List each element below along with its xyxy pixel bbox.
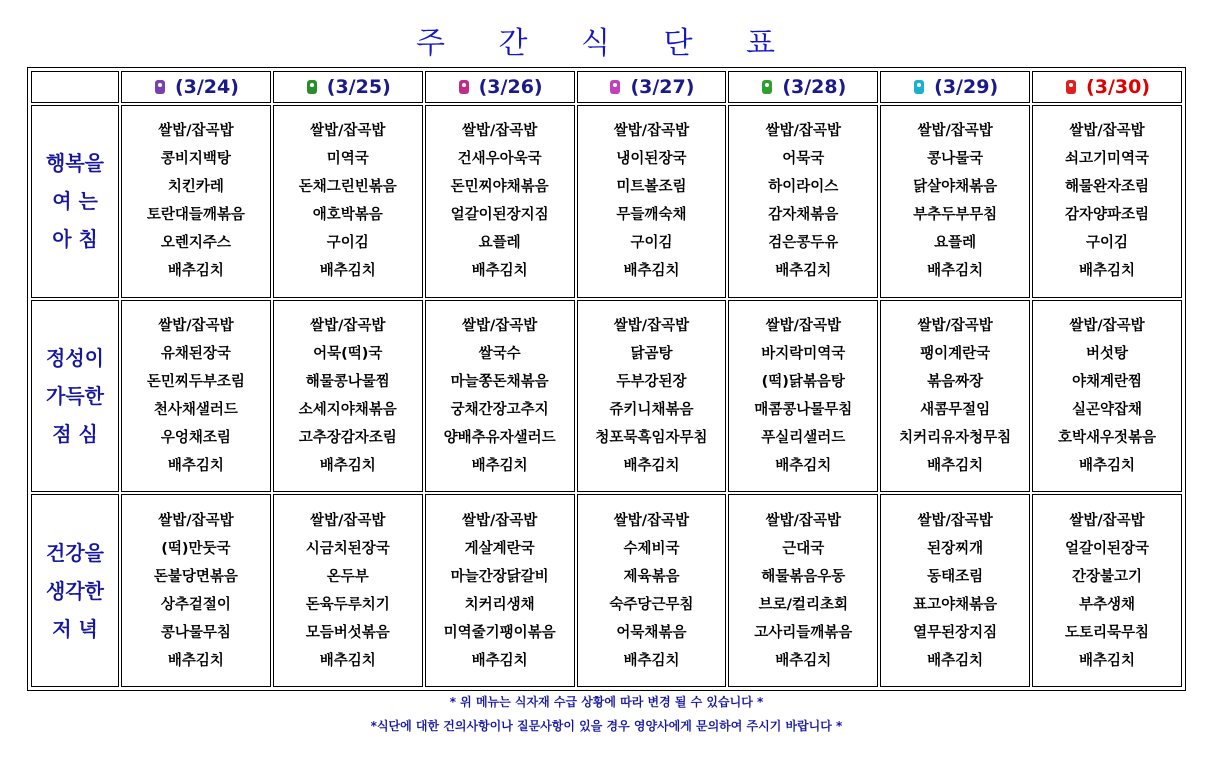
dish-item: 쌀밥/잡곡밥 bbox=[158, 123, 234, 140]
day-header bbox=[273, 71, 423, 103]
dish-item: 배추김치 bbox=[319, 263, 376, 280]
menu-cell bbox=[577, 300, 727, 493]
dish-item: 배추김치 bbox=[927, 457, 984, 474]
dish-item: 실곤약잡채 bbox=[1072, 401, 1143, 418]
dish-item: 돈채그린빈볶음 bbox=[298, 179, 397, 196]
dish-item: 쌀밥/잡곡밥 bbox=[158, 512, 234, 529]
meal-label bbox=[31, 494, 119, 687]
menu-cell bbox=[577, 105, 727, 298]
weekday-icon bbox=[153, 78, 167, 94]
menu-cell bbox=[425, 300, 575, 493]
dish-item: 고사리들깨볶음 bbox=[754, 624, 853, 641]
day-label: (3/24) bbox=[174, 76, 239, 98]
dish-item: 미역국 bbox=[326, 151, 369, 168]
weekday-icon bbox=[305, 78, 319, 94]
dish-item: 배추김치 bbox=[319, 457, 376, 474]
dish-item: 쌀밥/잡곡밥 bbox=[765, 123, 841, 140]
dish-item: 근대국 bbox=[782, 540, 825, 557]
dish-item: 쥬키니채볶음 bbox=[609, 401, 694, 418]
dish-item: 동태조림 bbox=[927, 568, 984, 585]
menu-cell bbox=[880, 300, 1030, 493]
dish-item: 돈민찌야채볶음 bbox=[450, 179, 549, 196]
menu-cell bbox=[728, 300, 878, 493]
dish-item: 된장찌개 bbox=[927, 540, 984, 557]
dish-item: 치커리유자청무침 bbox=[899, 429, 1012, 446]
dish-item: 푸실리샐러드 bbox=[761, 429, 846, 446]
dish-item: 팽이계란국 bbox=[920, 345, 991, 362]
dish-item: 미역줄기팽이볶음 bbox=[443, 624, 556, 641]
dish-item: 쌀밥/잡곡밥 bbox=[461, 317, 538, 334]
weekday-icon bbox=[1064, 78, 1078, 94]
day-header bbox=[121, 71, 271, 103]
menu-cell bbox=[273, 105, 423, 298]
menu-cell bbox=[577, 494, 727, 687]
dish-item: 게살계란국 bbox=[464, 540, 535, 557]
dish-item: 배추김치 bbox=[1079, 652, 1136, 669]
dish-item: 얼갈이된장지짐 bbox=[450, 207, 549, 224]
dish-item: 모듬버섯볶음 bbox=[305, 624, 390, 641]
dish-item: 브로/컬리초회 bbox=[758, 596, 848, 613]
dish-item: 쌀밥/잡곡밥 bbox=[917, 123, 993, 140]
dish-item: 소세지야채볶음 bbox=[298, 401, 397, 418]
dish-item: 어묵국 bbox=[782, 151, 825, 168]
dish-item: 청포묵흑임자무침 bbox=[595, 429, 708, 446]
dish-item: 얼갈이된장국 bbox=[1065, 540, 1150, 557]
menu-cell bbox=[425, 494, 575, 687]
dish-item: 쌀밥/잡곡밥 bbox=[1069, 123, 1145, 140]
dish-item: 마늘간장닭갈비 bbox=[450, 568, 549, 585]
meal-label-line: 정성이 bbox=[46, 345, 104, 370]
dish-item: 쌀밥/잡곡밥 bbox=[461, 512, 538, 529]
day-label: (3/26) bbox=[478, 76, 543, 98]
dish-item: 배추김치 bbox=[775, 457, 832, 474]
dish-item: 두부강된장 bbox=[616, 373, 687, 390]
dish-item: 오렌지주스 bbox=[160, 235, 231, 252]
weekday-icon bbox=[760, 78, 774, 94]
dish-item: 쌀밥/잡곡밥 bbox=[1069, 512, 1145, 529]
meal-label-line: 여 는 bbox=[52, 189, 98, 214]
meal-label-line: 아 침 bbox=[52, 227, 98, 252]
meal-label-line: 건강을 bbox=[46, 540, 104, 565]
menu-cell bbox=[1032, 300, 1182, 493]
dish-item: 닭곰탕 bbox=[630, 345, 673, 362]
dish-item: 치킨카레 bbox=[167, 179, 224, 196]
dish-item: 배추김치 bbox=[471, 652, 528, 669]
weekday-icon bbox=[608, 78, 622, 94]
dish-item: 냉이된장국 bbox=[616, 151, 687, 168]
dish-item: 배추김치 bbox=[319, 652, 376, 669]
dish-item: 쌀밥/잡곡밥 bbox=[310, 123, 386, 140]
menu-cell bbox=[728, 494, 878, 687]
dish-item: 돈육두루치기 bbox=[305, 596, 390, 613]
menu-cell bbox=[880, 105, 1030, 298]
dish-item: 양배추유자샐러드 bbox=[443, 429, 556, 446]
dish-item: 쌀밥/잡곡밥 bbox=[613, 317, 690, 334]
dish-item: 열무된장지짐 bbox=[913, 624, 998, 641]
day-label: (3/28) bbox=[782, 76, 847, 98]
dish-item: 배추김치 bbox=[1079, 457, 1136, 474]
dish-item: 우엉채조림 bbox=[160, 429, 231, 446]
note-inquiry: *식단에 대한 건의사항이나 질문사항이 있을 경우 영양사에게 문의하여 주시기 바랍니다 * bbox=[370, 719, 843, 733]
menu-cell bbox=[121, 300, 271, 493]
dish-item: 배추김치 bbox=[927, 263, 984, 280]
dish-item: 배추김치 bbox=[471, 263, 528, 280]
dish-item: 쌀밥/잡곡밥 bbox=[765, 317, 841, 334]
corner-cell bbox=[31, 71, 119, 103]
dish-item: 해물콩나물찜 bbox=[305, 373, 390, 390]
menu-cell bbox=[425, 105, 575, 298]
dish-item: 치커리생채 bbox=[464, 596, 535, 613]
dish-item: 호박새우젓볶음 bbox=[1058, 429, 1157, 446]
day-label: (3/30) bbox=[1086, 76, 1151, 98]
dish-item: 숙주당근무침 bbox=[609, 596, 694, 613]
dish-item: 건새우아욱국 bbox=[457, 151, 542, 168]
menu-cell bbox=[728, 105, 878, 298]
dish-item: 버섯탕 bbox=[1086, 345, 1129, 362]
dish-item: 돈민찌두부조림 bbox=[146, 373, 245, 390]
dish-item: 배추김치 bbox=[623, 652, 680, 669]
dish-item: 검은콩두유 bbox=[768, 235, 839, 252]
dish-item: 미트볼조림 bbox=[616, 179, 687, 196]
dish-item: 간장불고기 bbox=[1072, 568, 1143, 585]
meal-label bbox=[31, 105, 119, 298]
meal-label-line: 가득한 bbox=[46, 383, 104, 408]
menu-cell bbox=[1032, 105, 1182, 298]
dish-item: 쇠고기미역국 bbox=[1065, 151, 1150, 168]
dish-item: 시금치된장국 bbox=[305, 540, 390, 557]
day-header-row bbox=[31, 71, 1182, 103]
dish-item: 배추김치 bbox=[623, 263, 680, 280]
dish-item: 배추김치 bbox=[167, 652, 224, 669]
day-label: (3/27) bbox=[630, 76, 695, 98]
weekday-icon bbox=[457, 78, 471, 94]
dish-item: 쌀국수 bbox=[478, 345, 521, 362]
dish-item: (떡)만둣국 bbox=[161, 540, 231, 557]
dish-item: 감자채볶음 bbox=[768, 207, 839, 224]
dish-item: 마늘쫑돈채볶음 bbox=[450, 373, 549, 390]
meal-row bbox=[31, 105, 1182, 298]
weekly-menu-table bbox=[29, 69, 1184, 689]
meal-label bbox=[31, 300, 119, 493]
dish-item: 배추김치 bbox=[775, 263, 832, 280]
dish-item: 해물볶음우동 bbox=[761, 568, 846, 585]
menu-cell bbox=[880, 494, 1030, 687]
dish-item: 유채된장국 bbox=[160, 345, 231, 362]
dish-item: 어묵(떡)국 bbox=[313, 345, 383, 362]
dish-item: 배추김치 bbox=[471, 457, 528, 474]
day-label: (3/29) bbox=[934, 76, 999, 98]
menu-cell bbox=[273, 494, 423, 687]
dish-item: 구이김 bbox=[326, 235, 369, 252]
day-label: (3/25) bbox=[326, 76, 391, 98]
menu-cell bbox=[1032, 494, 1182, 687]
meal-label-line: 저 녁 bbox=[52, 616, 98, 641]
dish-item: 천사채샐러드 bbox=[153, 401, 238, 418]
dish-item: 표고야채볶음 bbox=[913, 596, 998, 613]
dish-item: 쌀밥/잡곡밥 bbox=[1069, 317, 1145, 334]
dish-item: 쌀밥/잡곡밥 bbox=[310, 317, 386, 334]
dish-item: 부추생채 bbox=[1079, 596, 1136, 613]
dish-item: 온두부 bbox=[326, 568, 369, 585]
dish-item: 배추김치 bbox=[1079, 263, 1136, 280]
dish-item: 배추김치 bbox=[623, 457, 680, 474]
menu-cell bbox=[121, 105, 271, 298]
dish-item: 바지락미역국 bbox=[761, 345, 846, 362]
dish-item: 궁채간장고추지 bbox=[450, 401, 549, 418]
day-header bbox=[1032, 71, 1182, 103]
dish-item: 배추김치 bbox=[167, 263, 224, 280]
dish-item: 쌀밥/잡곡밥 bbox=[613, 512, 690, 529]
dish-item: 토란대들깨볶음 bbox=[146, 207, 245, 224]
menu-cell bbox=[121, 494, 271, 687]
page-title: 주 간 식 단 표 bbox=[415, 26, 798, 61]
weekday-icon bbox=[912, 78, 926, 94]
dish-item: 돈불당면볶음 bbox=[153, 568, 238, 585]
day-header bbox=[577, 71, 727, 103]
dish-item: 쌀밥/잡곡밥 bbox=[158, 317, 234, 334]
meal-label-line: 생각한 bbox=[46, 578, 104, 603]
meal-row bbox=[31, 494, 1182, 687]
day-header bbox=[425, 71, 575, 103]
dish-item: 고추장감자조림 bbox=[298, 429, 397, 446]
dish-item: 쌀밥/잡곡밥 bbox=[461, 123, 538, 140]
dish-item: 쌀밥/잡곡밥 bbox=[917, 317, 993, 334]
dish-item: 구이김 bbox=[1086, 235, 1129, 252]
dish-item: 해물완자조림 bbox=[1065, 179, 1150, 196]
meal-label-line: 행복을 bbox=[46, 151, 104, 176]
dish-item: 배추김치 bbox=[167, 457, 224, 474]
dish-item: 야채계란찜 bbox=[1072, 373, 1143, 390]
dish-item: 콩비지백탕 bbox=[160, 151, 231, 168]
meal-label-line: 점 심 bbox=[52, 421, 98, 446]
dish-item: 새콤무절임 bbox=[920, 401, 991, 418]
dish-item: 무들깨숙채 bbox=[616, 207, 687, 224]
dish-item: 구이김 bbox=[630, 235, 673, 252]
dish-item: 요플레 bbox=[478, 235, 521, 252]
dish-item: 제육볶음 bbox=[623, 568, 680, 585]
dish-item: 어묵채볶음 bbox=[616, 624, 687, 641]
dish-item: 수제비국 bbox=[623, 540, 680, 557]
dish-item: 쌀밥/잡곡밥 bbox=[613, 123, 690, 140]
dish-item: 볶음짜장 bbox=[927, 373, 984, 390]
dish-item: 닭살야채볶음 bbox=[913, 179, 998, 196]
dish-item: 도토리묵무침 bbox=[1065, 624, 1150, 641]
dish-item: 하이라이스 bbox=[768, 179, 839, 196]
dish-item: 배추김치 bbox=[775, 652, 832, 669]
day-header bbox=[880, 71, 1030, 103]
dish-item: 상추겉절이 bbox=[160, 596, 231, 613]
meal-row bbox=[31, 300, 1182, 493]
dish-item: 감자양파조림 bbox=[1065, 207, 1150, 224]
dish-item: 배추김치 bbox=[927, 652, 984, 669]
dish-item: 매콤콩나물무침 bbox=[754, 401, 853, 418]
menu-cell bbox=[273, 300, 423, 493]
day-header bbox=[728, 71, 878, 103]
dish-item: 쌀밥/잡곡밥 bbox=[917, 512, 993, 529]
dish-item: 콩나물국 bbox=[927, 151, 984, 168]
dish-item: 쌀밥/잡곡밥 bbox=[310, 512, 386, 529]
dish-item: 부추두부무침 bbox=[913, 207, 998, 224]
dish-item: 요플레 bbox=[934, 235, 977, 252]
dish-item: 콩나물무침 bbox=[160, 624, 231, 641]
dish-item: (떡)닭볶음탕 bbox=[761, 373, 845, 390]
note-menu-change: * 위 메뉴는 식자재 수급 상황에 따라 변경 될 수 있습니다 * bbox=[449, 695, 764, 709]
dish-item: 애호박볶음 bbox=[312, 207, 383, 224]
dish-item: 쌀밥/잡곡밥 bbox=[765, 512, 841, 529]
